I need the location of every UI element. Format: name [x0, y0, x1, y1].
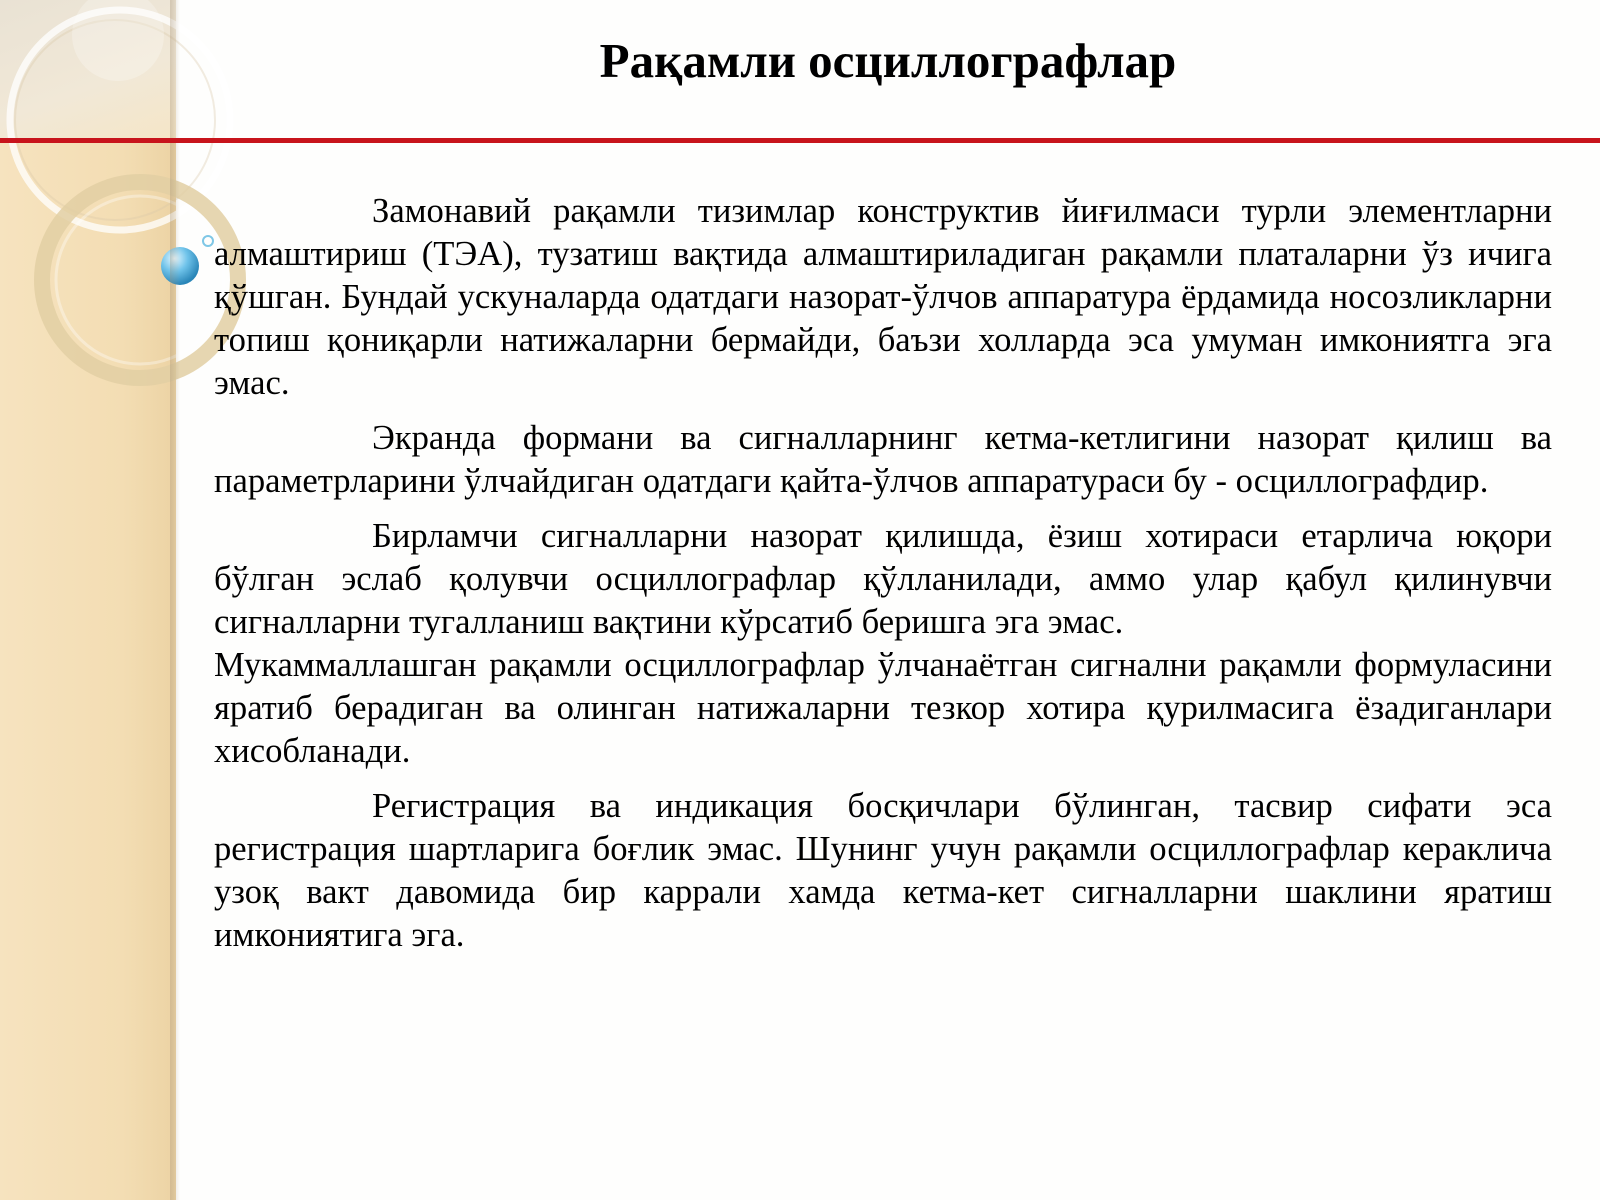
- title-rule: [0, 138, 1600, 143]
- paragraph-1: Замонавий рақамли тизимлар конструктив йиғилмаси турли элементларни алмаштириш (ТЭА), тузатиш вақтида алмаштириладиган рақамли платаларни ўз ичига қўшган. Бундай ускуналарда одатдаги назорат-ўлчов аппаратура ёрдамида носозликларни топиш қониқарли натижаларни бермайди, баъзи холларда эса умуман имкониятга эга эмас.: [214, 192, 1552, 402]
- paragraph-3-continued: Мукаммаллашган рақамли осциллографлар ўлчанаётган сигнални рақамли формуласини яратиб берадиган ва олинган натижаларни тезкор хотира қурилмасига ёзадиганлари хисобланади.: [214, 646, 1552, 770]
- side-band-shadow: [170, 0, 180, 1200]
- paragraph-3: Бирламчи сигналларни назорат қилишда, ёзиш хотираси етарлича юқори бўлган эслаб қолувчи осциллографлар қўлланилади, аммо улар қабул қилинувчи сигналларни тугалланиш вақтини кўрсатиб беришга эга эмас.: [214, 517, 1552, 641]
- slide-title: Рақамли осциллографлар: [599, 33, 1177, 88]
- small-bubble-icon: [203, 236, 213, 246]
- paragraph-2: Экранда формани ва сигналларнинг кетма-кетлигини назорат қилиш ва параметрларини ўлчайдиган одатдаги қайта-ўлчов аппаратураси бу - осциллографдир.: [214, 419, 1552, 500]
- slide-body: [214, 190, 1552, 969]
- paragraph-4: Регистрация ва индикация босқичлари бўлинган, тасвир сифати эса регистрация шартларига боғлик эмас. Шунинг учун рақамли осциллографлар кераклича узоқ вакт давомида бир каррали хамда кетма-кет сигналларни шаклини яратиш имкониятига эга.: [214, 787, 1552, 954]
- blue-bubble-icon: [161, 247, 199, 285]
